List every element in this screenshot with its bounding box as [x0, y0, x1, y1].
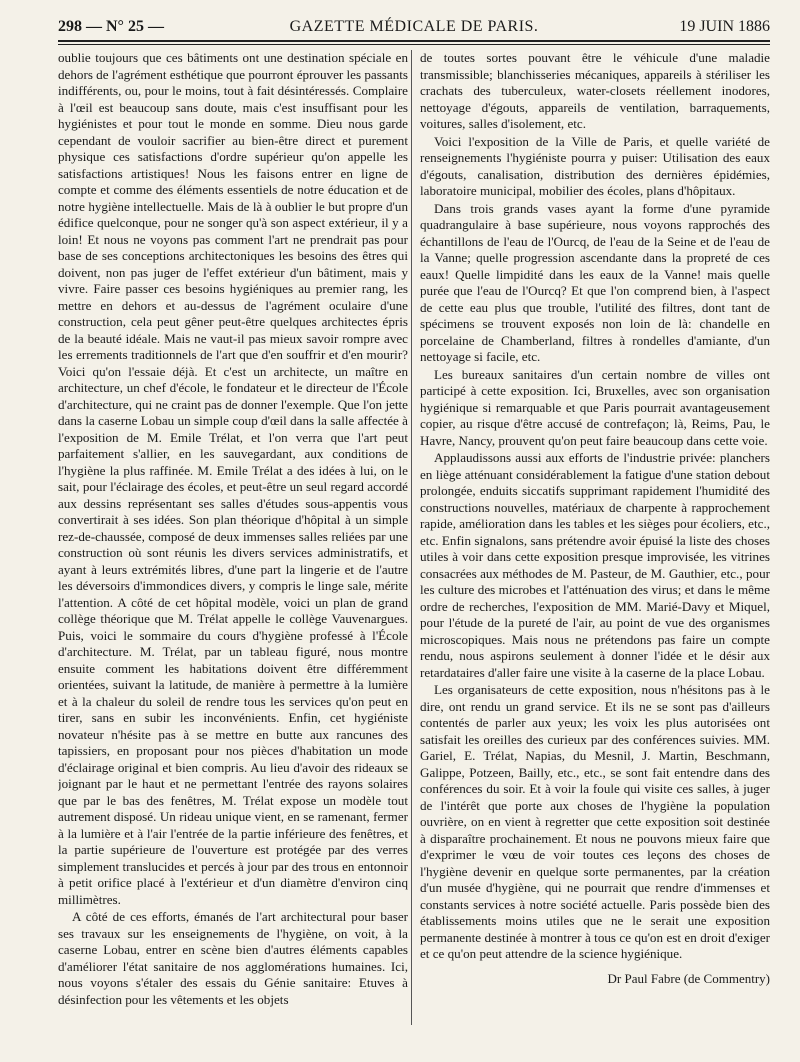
author-signature: Dr Paul Fabre (de Commentry): [607, 970, 770, 986]
header-rule-thin: [58, 44, 770, 45]
page-header: [58, 18, 770, 40]
journal-title: GAZETTE MÉDICALE DE PARIS.: [289, 18, 539, 35]
left-paragraph-1: oublie toujours que ces bâtiments ont une destination spéciale en dehors de l'agrément esthétique que pourront éprouver les passants indifférents, ou, pour le moins, tout à fait désintéressés. Complaire à l'œil est beaucoup sans doute, mais c'est insuffisant pour les hygiénistes et pour tout le monde en somme. Dieu nous garde cependant de vouloir sacrifier au bien-être direct et purement physique ces satisfactions d'ordre supérieur qu'on appelle les satisfactions artistiques! Nous les faisons entrer en ligne de compte et comme des éléments essentiels de notre éducation et de notre hygiène intellectuelle. Mais de là à oublier le but propre d'un édifice quelconque, pour ne songer qu'à son aspect extérieur, il y a loin! Et nous ne voyons pas comment l'art ne prendrait pas pour base de ses conceptions architectoniques les besoins des êtres qui doivent, non pas juger de l'effet extérieur d'un bâtiment, mais y vivre. Faire passer ces besoins hygiéniques au premier rang, les mettre en dehors et au-dessus de l'agrément oculaire d'une construction, cela peut gêner peut-être quelques architectes épris de la beauté idéale. Mais ne vaut-il pas mieux savoir rompre avec les errements traditionnels de l'art que d'en souffrir et d'en mourir? Voici qu'on l'essaie déjà. Et c'est un architecte, un maître en architecture, un chef d'école, le fondateur et le directeur de l'École d'architecture, qui ne craint pas de donner l'exemple. Que l'on jette dans la caserne Lobau un simple coup d'œil dans la salle affectée à l'exposition de M. Emile Trélat, et l'on verra que l'art peut parfaitement s'allier, en les sauvegardant, aux conditions de l'hygiène la plus raffinée. M. Emile Trélat a des idées à lui, on le sait, pour l'éclairage des écoles, et peut-être un seul regard accordé aux dessins représentant ses salles d'études sous-appentis vous convertirait à ses idées. Son plan théorique d'hôpital à un simple rez-de-chaussée, composé de deux immenses salles reliées par une construction où sont réunis les divers services administratifs, et ayant à leurs extrémités libres, d'une part la lingerie et de l'autre les déversoirs d'immondices divers, y compris le linge sale, mérite l'attention. A côté de cet hôpital modèle, voici un plan de grand collège théorique que M. Trélat appelle le collège Vauvenargues. Puis, voici le sommaire du cours d'hygiène professé à l'École d'architecture. M. Trélat, par un tableau figuré, nous montre ensuite comment les habitations doivent être différemment orientées, suivant la latitude, de manière à permettre à la lumière et à la chaleur du soleil de rendre tous les services qu'on peut en tirer, sans en subir les inconvénients. Enfin, cet hygiéniste novateur n'hésite pas à se mettre en butte aux rancunes des tapissiers, en proposant pour nos pièces d'habitation un mode d'éclairage original et bien compris. Au lieu d'avoir des rideaux se joignant par le haut et ne permettant l'entrée des rayons solaires que par le bas des fenêtres, M. Trélat expose un modèle tout autrement disposé. Un rideau unique vient, en se ramenant, fermer à la lumière et à l'air l'entrée de la partie inférieure des fenêtres, et la partie supérieure de l'ouverture est protégée par des verres simplement translucides et percés à jour par des trous en entonnoir à petit orifice placé à l'extérieur et d'un diamètre d'environ cinq millimètres.: [58, 50, 408, 907]
right-paragraph-3: Dans trois grands vases ayant la forme d'une pyramide quadrangulaire à base supérieure, nous voyons rapprochés des échantillons de l'eau de l'Ourcq, de l'eau de la Seine et de l'eau de la Vanne; quelle progression ascendante dans la propreté de ces eaux! Quelle limpidité dans les eaux de la Vanne! mais quelle purée que l'eau de l'Ourcq? Et que l'on comprend bien, à l'aspect de cette eau plus que trouble, l'utilité des filtres, dont tant de spécimens se trouvent exposés non loin de là: chandelle en porcelaine de Chamberland, filtres à rondelles d'amiante, d'un nettoyage si facile, etc.: [420, 200, 770, 364]
right-paragraph-5: Applaudissons aussi aux efforts de l'industrie privée: planchers en liège atténuant considérablement la fatigue d'une station debout prolongée, enduits siccatifs supprimant rapidement l'humidité des constructions nouvelles, matériaux de charpente à rapprochement rapide, amélioration dans les tables et les sièges pour écoliers, etc., etc. Enfin signalons, sans prétendre avoir épuisé la liste des choses utiles à voir dans cette exposition presque improvisée, les vitrines consacrées aux méthodes de M. Pasteur, de M. Gauthier, etc., pour les culture des microbes et l'atténuation des virus; et dans le même ordre de recherches, l'exposition de MM. Marié-Davy et Miquel, pour l'étude de la pureté de l'air, au point de vue des organismes microscopiques. Mais nous ne prétendons pas faire un compte rendu, nous aspirons seulement à donner l'idée et le désir aux retardataires d'aller faire une visite à la caserne de la place Lobau.: [420, 450, 770, 680]
right-paragraph-1: de toutes sortes pouvant être le véhicule d'une maladie transmissible; blanchisseries mécaniques, appareils à stériliser les crachats des tuberculeux, water-closets réellement inodores, nettoyage d'égouts, appareils de ventilation, barraquements, voitures, salles d'isolement, etc.: [420, 50, 770, 131]
column-divider: [411, 50, 412, 1025]
right-paragraph-6: Les organisateurs de cette exposition, nous n'hésitons pas à le dire, ont rendu un grand service. Et ils ne se sont pas d'ailleurs contentés de parler aux yeux; les voix les plus autorisées ont satisfait les oreilles des curieux par des conférences suivies. MM. Gariel, E. Trélat, Napias, du Mesnil, J. Martin, Beschmann, Galippe, Potzeen, Bailly, etc., etc., se sont fait entendre dans des conférences du soir. Et à voir la foule qui visite ces salles, à juger de l'intérêt que porte aux choses de l'hygiène la population ouvrière, on en vient à regretter que cette exposition soit destinée à disparaître prochainement. Et nous ne pouvons mieux faire que d'exprimer le vœu de voir toutes ces leçons des choses de l'hygiène devenir en quelque sorte permanentes, par la création d'un musée d'hygiène, qui ne pourrait que rendre d'immenses et constants services à notre société actuelle. Paris possède bien des établissements moins utiles que ne le serait une exposition permanente destinée à montrer à tous ce qu'on est en droit d'exiger et ce qu'on peut attendre de la science hygiénique.: [420, 682, 770, 961]
issue-date: 19 JUIN 1886: [679, 18, 770, 35]
left-column: [58, 50, 408, 1040]
header-rule-thick: [58, 40, 770, 42]
right-paragraph-4: Les bureaux sanitaires d'un certain nombre de villes ont participé à cette exposition. Ici, Bruxelles, avec son organisation hygiénique si remarquable et que Paris pourrait avantageusement copier, au risque d'être accusé de contrefaçon; là, Reims, Pau, le Havre, Nancy, prouvent qu'on peut faire beaucoup dans cette voie.: [420, 366, 770, 448]
page-number: 298 — N° 25 —: [58, 18, 164, 35]
right-column: [420, 50, 770, 1040]
left-paragraph-2: A côté de ces efforts, émanés de l'art architectural pour baser ses travaux sur les enseignements de l'hygiène, on voit, à la caserne Lobau, entrer en scène bien d'autres éléments capables d'améliorer l'état sanitaire de nos agglomérations humaines. Ici, nous voyons s'étaler des essais du Génie sanitaire: Etuves à désinfection pour les vêtements et les objets: [58, 909, 408, 1007]
right-paragraph-2: Voici l'exposition de la Ville de Paris, et quelle variété de renseignements l'hygiéniste pourra y puiser: Utilisation des eaux d'égouts, canalisation, distribution des dernières épidémies, laboratoire municipal, mobilier des écoles, plans d'hôpitaux.: [420, 133, 770, 198]
